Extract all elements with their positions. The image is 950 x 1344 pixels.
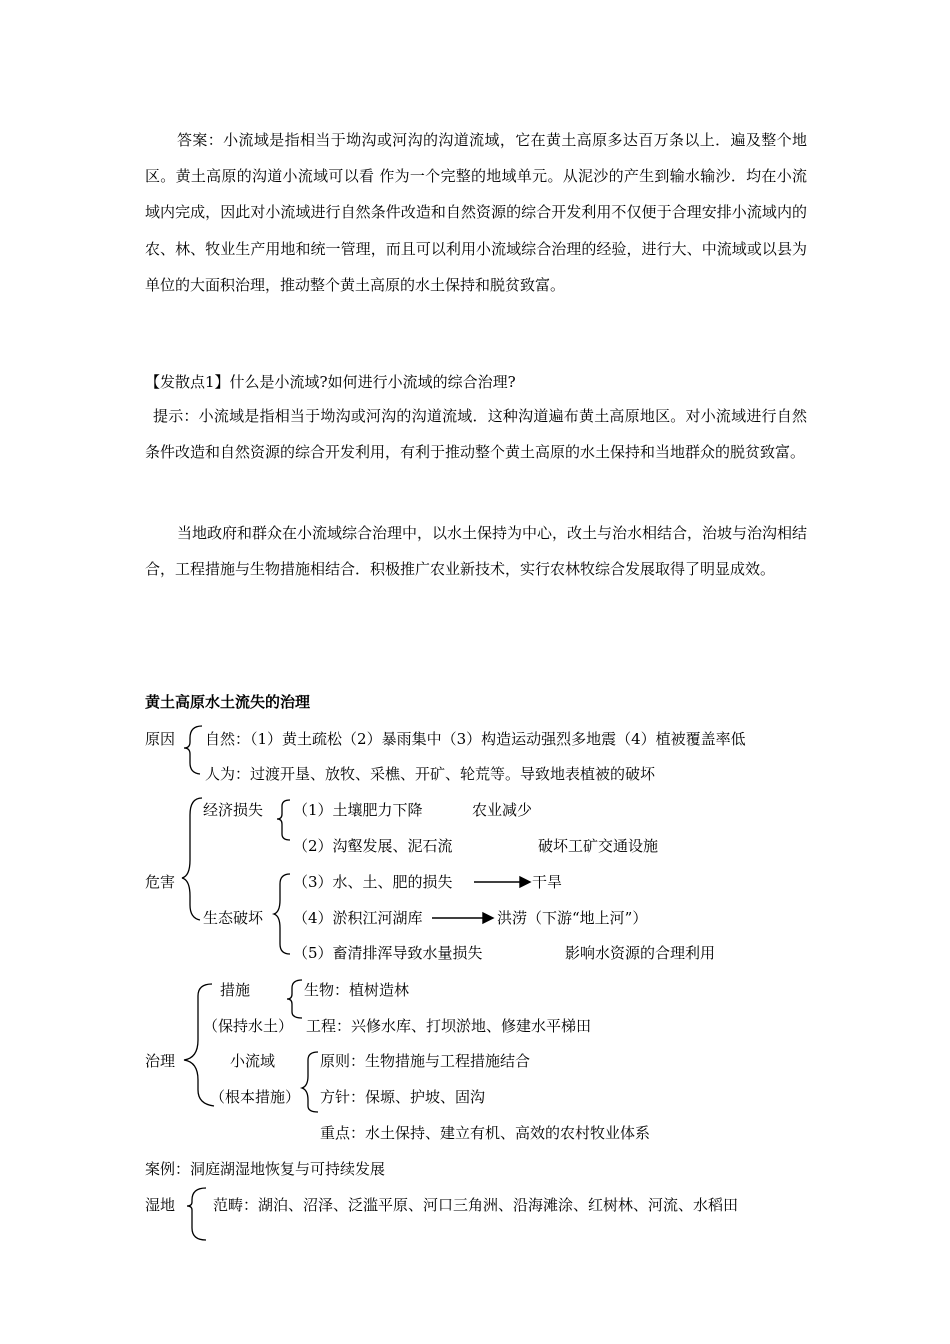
- cause-label: 原因: [145, 730, 176, 748]
- case-title: 案例：洞庭湖湿地恢复与可持续发展: [145, 1160, 386, 1178]
- cause-natural: 自然：（1）黄土疏松（2）暴雨集中（3）构造运动强烈多地震（4）植被覆盖率低: [205, 730, 746, 748]
- measures-label: 措施: [220, 981, 251, 999]
- govern-main-brace: [184, 984, 214, 1106]
- fundamental-label: （根本措施）: [210, 1088, 301, 1106]
- govern-label: 治理: [145, 1052, 176, 1070]
- harm-item-5: （5）畜清排浑导致水量损失: [293, 944, 483, 962]
- harm-item-2: （2）沟壑发展、泥石流: [293, 837, 453, 855]
- measures-brace: [287, 980, 302, 1018]
- bio-measure: 生物：植树造林: [304, 981, 410, 999]
- harm-label: 危害: [145, 873, 176, 891]
- harm-item-2-result: 破坏工矿交通设施: [538, 837, 659, 855]
- economic-loss-label: 经济损失: [203, 801, 264, 819]
- harm-item-4: （4）淤积江河湖库: [293, 909, 423, 927]
- harm-item-4-result: 洪涝（下游“地上河”）: [497, 909, 648, 927]
- policy: 方针：保塬、护坡、固沟: [320, 1088, 486, 1106]
- econ-loss-brace: [277, 800, 290, 840]
- arrow-icon: [432, 913, 493, 923]
- principle: 原则：生物措施与工程措施结合: [320, 1052, 531, 1070]
- harm-item-5-result: 影响水资源的合理利用: [565, 944, 716, 962]
- wetland-label: 湿地: [145, 1196, 176, 1214]
- cause-brace: [184, 726, 202, 774]
- keep-soil-label: （保持水土）: [203, 1017, 294, 1035]
- small-basin-label: 小流域: [230, 1052, 276, 1070]
- small-basin-brace: [302, 1052, 318, 1112]
- hint-paragraph: 提示：小流域是指相当于坳沟或河沟的沟道流域．这种沟道遍布黄土高原地区。对小流域进行自然条件改造和自然资源的综合开发利用，有利于推动整个黄土高原的水土保持和当地群众的脱贫致富。: [145, 407, 807, 462]
- answer-paragraph: 答案：小流域是指相当于坳沟或河沟的沟道流域，它在黄土高原多达百万条以上．遍及整个地区。黄土高原的沟道小流域可以看 作为一个完整的地域单元。从泥沙的产生到输水输沙．均在小流域内完成，因此对小流域进行自然条件改造和自然资源的综合开发利用不仅便于合理安排小流域内的农、林、牧业生产用地和统一管理，而且可以利用小流域综合治理的经验，进行大、中流域或以县为单位的大面积治理，推动整个黄土高原的水土保持和脱贫致富。: [145, 131, 807, 294]
- eco-damage-label: 生态破坏: [203, 909, 264, 927]
- cause-human: 人为：过渡开垦、放牧、采樵、开矿、轮荒等。导致地表植被的破坏: [205, 765, 656, 783]
- measures-paragraph: 当地政府和群众在小流域综合治理中，以水土保持为中心，改土与治水相结合，治坡与治沟相结合，工程措施与生物措施相结合．积极推广农业新技术，实行农林牧综合发展取得了明显成效。: [145, 524, 808, 579]
- eco-damage-brace: [274, 874, 290, 954]
- focus: 重点：水土保持、建立有机、高效的农村牧业体系: [320, 1124, 651, 1142]
- divergent-point-title: 【发散点1】什么是小流域?如何进行小流域的综合治理?: [145, 373, 516, 391]
- harm-item-3: （3）水、土、肥的损失: [293, 873, 453, 891]
- harm-item-1: （1）土壤肥力下降: [293, 801, 423, 819]
- wetland-brace: [187, 1188, 206, 1240]
- harm-item-3-result: 干旱: [532, 873, 563, 891]
- engineering-measure: 工程：兴修水库、打坝淤地、修建水平梯田: [306, 1017, 592, 1035]
- section-title: 黄土高原水土流失的治理: [145, 693, 311, 711]
- harm-main-brace: [182, 798, 202, 920]
- arrow-icon: [474, 877, 530, 887]
- harm-item-1-result: 农业减少: [472, 801, 533, 819]
- wetland-scope: 范畴：湖泊、沼泽、泛滥平原、河口三角洲、沿海滩涂、红树林、河流、水稻田: [213, 1196, 739, 1214]
